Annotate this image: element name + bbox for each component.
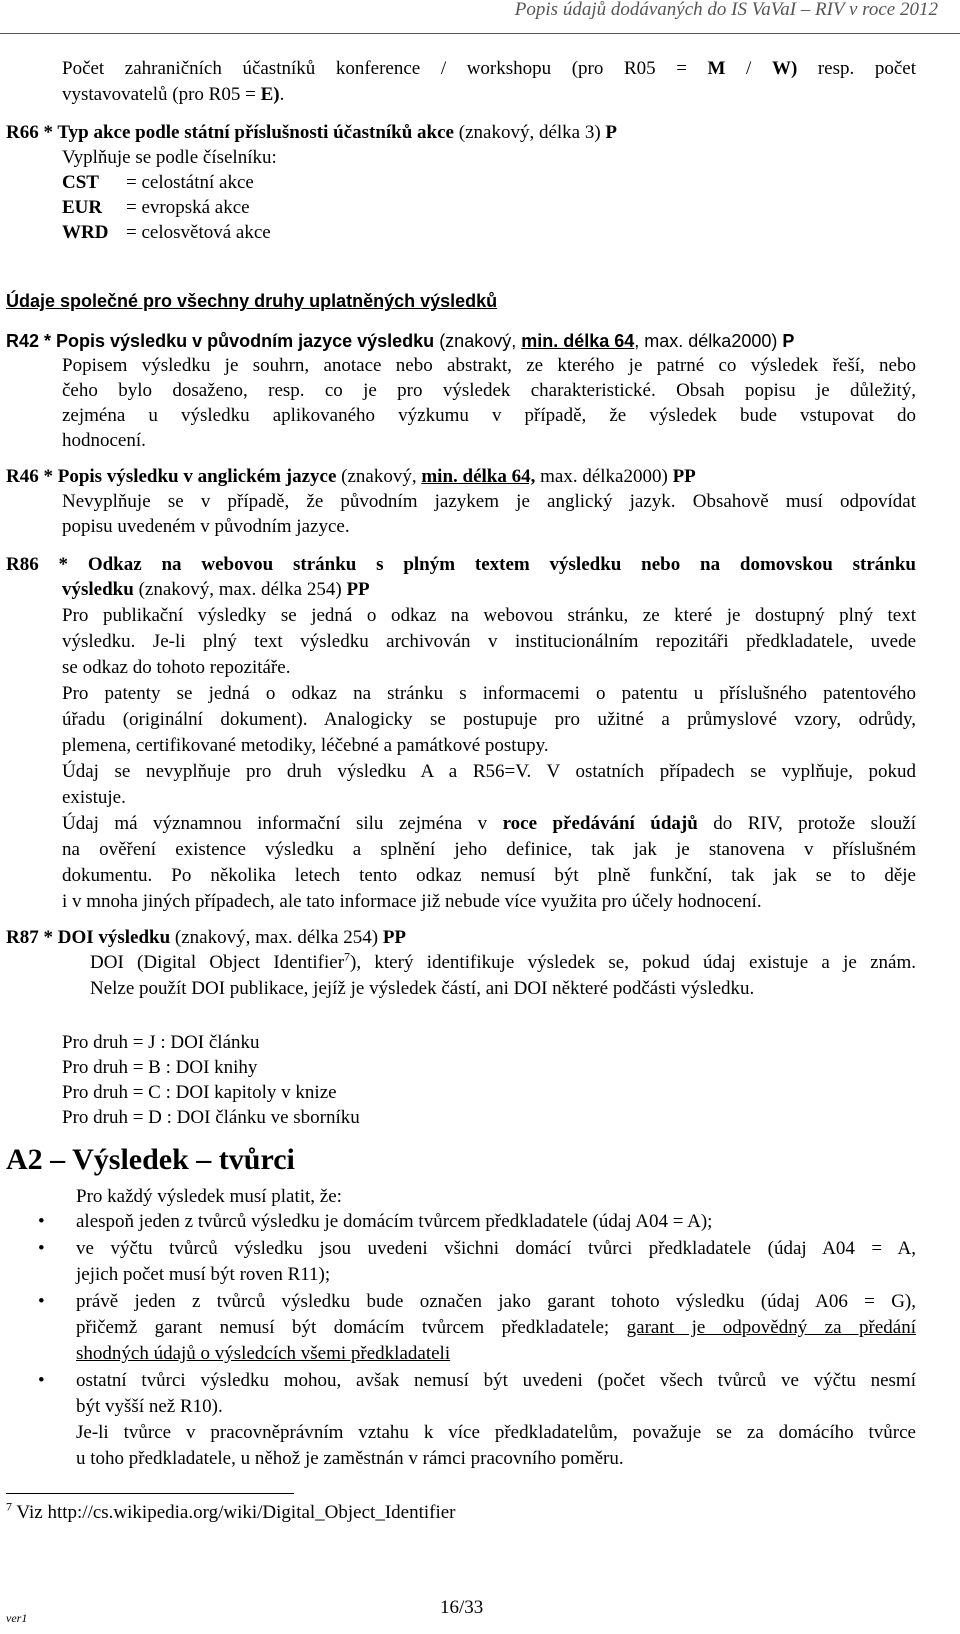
a2-bullet-1: alespoň jeden z tvůrců výsledku je domácím tvůrcem předkladatele (údaj A04 = A); (76, 1211, 713, 1232)
footnote: $^7$ Viz http://cs.wikipedia.org/wiki/Digital_Object_Identifier (6, 1499, 456, 1523)
r66-item-eur: EUR = evropská akce (62, 197, 250, 218)
r46-text-line-2: popisu uvedeném v původním jazyce. (62, 516, 350, 537)
a2-bullet-3-line-2: přičemž garant nemusí být domácím tvůrcem předkladatele; garant je odpovědný za předání (76, 1317, 916, 1338)
bullet-icon: • (38, 1291, 45, 1312)
r86-text-line-1: Pro publikační výsledky se jedná o odkaz na webovou stránku, ze které je dostupný plný text (62, 605, 916, 626)
r42-text-line-4: hodnocení. (62, 430, 146, 451)
r87-heading: R87 * DOI výsledku (znakový, max. délka 254) PP (6, 927, 407, 948)
r86-heading-line-2: výsledku (znakový, max. délka 254) PP (62, 579, 370, 600)
footnote-rule (6, 1493, 294, 1494)
intro-line-2: vystavovatelů (pro R05 = E). (62, 84, 285, 105)
r86-riv-line-3: dokumentu. Po několika letech tento odkaz nemusí být plně funkční, tak jak se to děje (62, 865, 916, 886)
r86-text-line-2: výsledku. Je-li plný text výsledku archivován v institucionálním repozitáři předkladatele, uvede (62, 631, 916, 652)
r87-kind-c: Pro druh = C : DOI kapitoly v knize (62, 1082, 337, 1103)
page-header: Popis údajů dodávaných do IS VaVaI – RIV v roce 2012 (514, 0, 938, 20)
bullet-icon: • (38, 1370, 45, 1391)
a2-section-title: A2 – Výsledek – tvůrci (6, 1143, 295, 1176)
r66-description: Vyplňuje se podle číselníku: (62, 147, 277, 168)
bullet-icon: • (38, 1211, 45, 1232)
r87-kind-j: Pro druh = J : DOI článku (62, 1032, 260, 1053)
r87-kind-d: Pro druh = D : DOI článku ve sborníku (62, 1107, 360, 1128)
r86-text-line-3: se odkaz do tohoto repozitáře. (62, 657, 291, 678)
a2-bullet-4-line-2: být vyšší než R10). (76, 1396, 223, 1417)
header-rule (0, 33, 960, 34)
a2-bullet-4-line-1: ostatní tvůrci výsledku mohou, avšak nemusí být uvedeni (počet všech tvůrců ve výčtu nesmí (76, 1370, 916, 1391)
intro-line-1: Počet zahraničních účastníků konference / workshopu (pro R05 = M / W) resp. počet (62, 58, 916, 79)
r42-text-line-2: čeho bylo dosaženo, resp. co je pro výsledek charakteristické. Obsah popisu je důležitý, (62, 380, 916, 401)
r86-text-line-8: existuje. (62, 787, 126, 808)
r46-heading: R46 * Popis výsledku v anglickém jazyce (znakový, min. délka 64, max. délka2000) PP (6, 466, 696, 487)
r86-text-line-4: Pro patenty se jedná o odkaz na stránku s informacemi o patentu u příslušného patentového (62, 683, 916, 704)
r86-riv-line-4: i v mnoha jiných případech, ale tato informace již nebude více využita pro účely hodnocení. (62, 891, 762, 912)
r66-item-wrd: WRD = celosvětová akce (62, 222, 271, 243)
r87-text-line-2: Nelze použít DOI publikace, jejíž je výsledek částí, ani DOI některé podčásti výsledku. (90, 978, 755, 999)
a2-intro: Pro každý výsledek musí platit, že: (76, 1186, 342, 1207)
r86-text-line-7: Údaj se nevyplňuje pro druh výsledku A a R56=V. V ostatních případech se vyplňuje, pokud (62, 761, 916, 782)
r42-text-line-3: zejména u výsledku aplikovaného výzkumu v případě, že výsledek bude vstupovat do (62, 405, 916, 426)
r86-text-line-5: úřadu (originální dokument). Analogicky se postupuje pro užitné a průmyslové vzory, odrůdy, (62, 709, 916, 730)
footer-version: ver1 (6, 1611, 28, 1625)
r86-heading-line-1: R86 * Odkaz na webovou stránku s plným textem výsledku nebo na domovskou stránku (6, 554, 916, 575)
r42-heading: R42 * Popis výsledku v původním jazyce výsledku (znakový, min. délka 64, max. délka2000) P (6, 331, 795, 351)
r66-item-cst: CST = celostátní akce (62, 172, 254, 193)
bullet-icon: • (38, 1238, 45, 1259)
r86-text-line-6: plemena, certifikované metodiky, léčebné a památkové postupy. (62, 735, 549, 756)
a2-bullet-3-line-3: shodných údajů o výsledcích všemi předkladateli (76, 1343, 451, 1364)
a2-bullet-4-line-3: Je-li tvůrce v pracovněprávním vztahu k více předkladatelům, považuje se za domácího tvůrce (76, 1422, 916, 1443)
r87-kind-b: Pro druh = B : DOI knihy (62, 1057, 258, 1078)
r86-riv-line-2: na ověření existence výsledku a splnění jeho definice, tak jak je stanovena v příslušném (62, 839, 916, 860)
r87-text-line-1: DOI (Digital Object Identifier$^7$), který identifikuje výsledek se, pokud údaj existuje a je znám. (90, 949, 917, 973)
a2-bullet-4-line-4: u toho předkladatele, u něhož je zaměstnán v rámci pracovního poměru. (76, 1448, 624, 1469)
a2-bullet-2-line-2: jejich počet musí být roven R11); (76, 1264, 331, 1285)
r46-text-line-1: Nevyplňuje se v případě, že původním jazykem je anglický jazyk. Obsahově musí odpovídat (62, 491, 916, 512)
r42-text-line-1: Popisem výsledku je souhrn, anotace nebo abstrakt, ze kterého je patrné co výsledek řeší, nebo (62, 355, 916, 376)
r86-riv-line-1: Údaj má významnou informační silu zejména v roce předávání údajů do RIV, protože slouží (62, 813, 916, 834)
a2-bullet-2-line-1: ve výčtu tvůrců výsledku jsou uvedeni všichni domácí tvůrci předkladatele (údaj A04 = A, (76, 1238, 916, 1259)
a2-bullet-3-line-1: právě jeden z tvůrců výsledku bude označen jako garant tohoto výsledku (údaj A06 = G), (76, 1291, 916, 1312)
r66-heading: R66 * Typ akce podle státní příslušnosti účastníků akce (znakový, délka 3) P (6, 122, 618, 143)
common-section-heading: Údaje společné pro všechny druhy uplatněných výsledků (6, 291, 498, 311)
page-number: 16/33 (440, 1597, 484, 1618)
